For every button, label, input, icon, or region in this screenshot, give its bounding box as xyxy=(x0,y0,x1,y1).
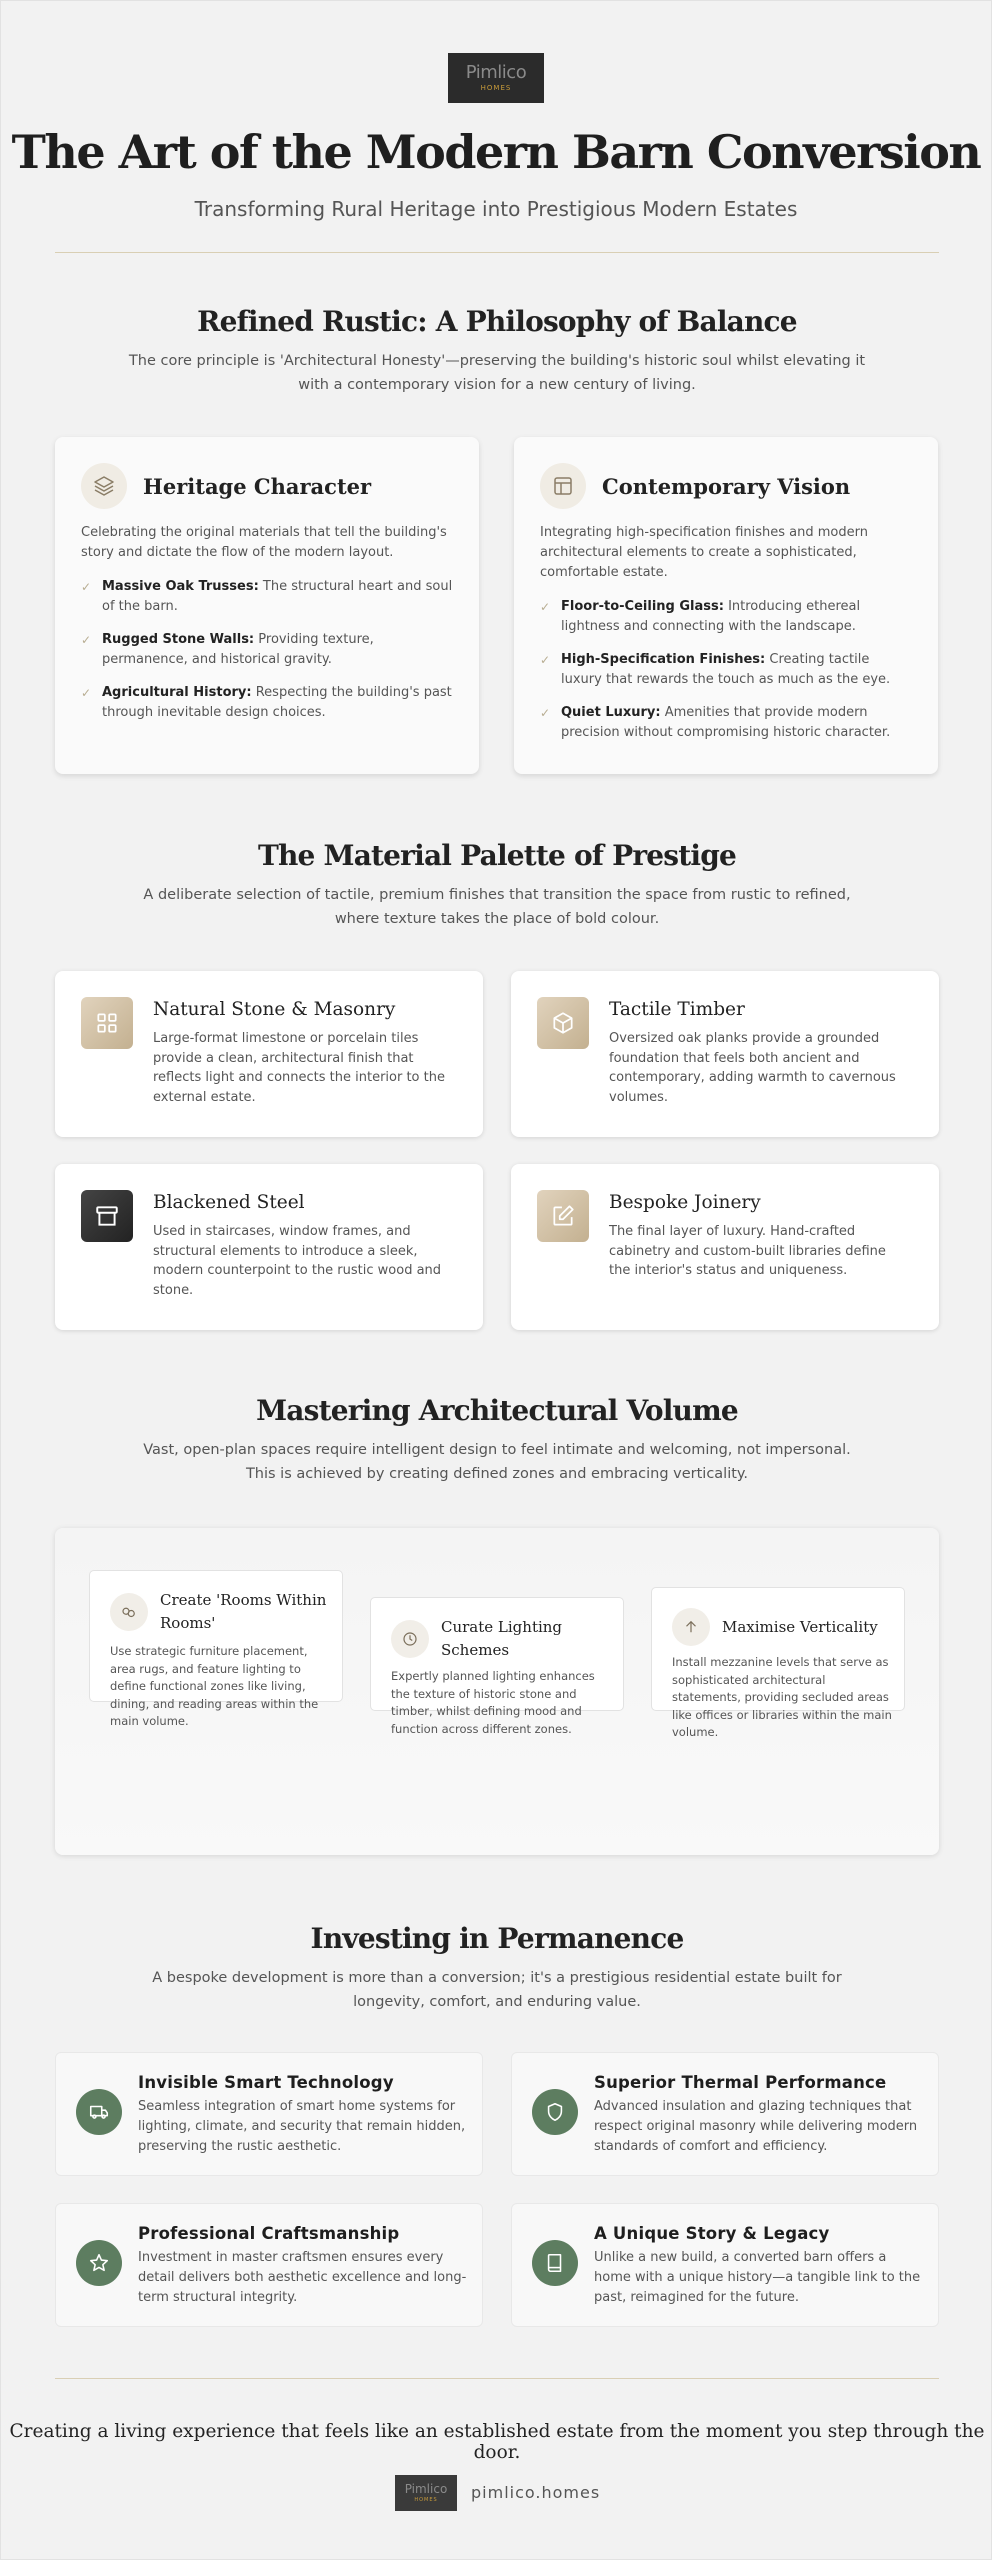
material-text: Large-format limestone or porcelain tiles provide a clean, architectural finish that reflects light and connects the interior to the external estate. xyxy=(153,1031,445,1105)
check-icon: ✓ xyxy=(540,653,551,667)
layers-icon xyxy=(81,463,127,509)
volume-card-text: Install mezzanine levels that serve as sophisticated architectural statements, providing secluded areas like offices or libraries within the main volume. xyxy=(672,1655,892,1739)
investment-intro: A bespoke development is more than a conversion; it's a prestigious residential estate built for longevity, comfort, and enduring value. xyxy=(152,1970,842,2010)
investment-title: Professional Craftsmanship xyxy=(138,2224,400,2243)
feature-list xyxy=(540,597,912,743)
list-item: ✓ Agricultural History: Respecting the building's past through inevitable design choices. xyxy=(81,685,452,720)
page-subtitle: Transforming Rural Heritage into Prestigious Modern Estates xyxy=(194,197,798,221)
check-icon: ✓ xyxy=(540,706,551,720)
page-title: The Art of the Modern Barn Conversion xyxy=(11,125,981,179)
material-card-timber[interactable] xyxy=(511,971,939,1137)
material-text: The final layer of luxury. Hand-crafted cabinetry and custom-built libraries define the interior's status and uniqueness. xyxy=(609,1224,886,1278)
philosophy-intro: The core principle is 'Architectural Honesty'—preserving the building's historic soul whilst elevating it with a contemporary vision for a new century of living. xyxy=(128,353,866,393)
philosophy-title: Refined Rustic: A Philosophy of Balance xyxy=(197,305,797,338)
investment-text: Investment in master craftsmen ensures every detail delivers both aesthetic excellence and long-term structural integrity. xyxy=(138,2250,467,2305)
logo-text: Pimlico xyxy=(404,2482,448,2496)
material-title: Natural Stone & Masonry xyxy=(153,999,396,1020)
edit-icon xyxy=(537,1190,589,1242)
volume-card-text: Use strategic furniture placement, area rugs, and feature lighting to define functional zones like living, dining, and reading areas within the main volume. xyxy=(110,1644,319,1728)
logo-text: Pimlico xyxy=(465,62,527,83)
investment-text: Advanced insulation and glazing techniques that respect original masonry while delivering modern standards of comfort and efficiency. xyxy=(594,2099,918,2154)
cube-icon xyxy=(537,997,589,1049)
star-icon xyxy=(76,2240,122,2286)
clock-icon xyxy=(391,1620,429,1658)
sofa-icon xyxy=(110,1593,148,1631)
list-item: ✓ Floor-to-Ceiling Glass: Introducing ethereal lightness and connecting with the landscape. xyxy=(540,599,861,634)
materials-intro: A deliberate selection of tactile, premium finishes that transition the space from rustic to refined, where texture takes the place of bold colour. xyxy=(143,887,851,927)
material-text: Oversized oak planks provide a grounded foundation that feels both ancient and contemporary, adding warmth to cavernous volumes. xyxy=(609,1031,896,1105)
check-icon: ✓ xyxy=(81,686,92,700)
card-text: Celebrating the original materials that tell the building's story and dictate the flow of the modern layout. xyxy=(81,525,447,560)
volume-card-title: Create 'Rooms Within Rooms' xyxy=(160,1591,327,1632)
contemporary-vision-card xyxy=(514,437,938,774)
smart-home-icon xyxy=(76,2089,122,2135)
list-item: ✓ Quiet Luxury: Amenities that provide modern precision without compromising historic character. xyxy=(540,705,891,740)
volume-card-title: Curate Lighting Schemes xyxy=(441,1618,563,1659)
volume-card-lighting[interactable] xyxy=(370,1597,624,1736)
investment-card-legacy[interactable] xyxy=(511,2203,939,2327)
card-text: Integrating high-specification finishes and modern architectural elements to create a sophisticated, comfortable estate. xyxy=(540,525,868,580)
header-divider xyxy=(55,252,939,253)
material-title: Blackened Steel xyxy=(153,1192,305,1213)
feature-list xyxy=(81,577,453,723)
archive-icon xyxy=(81,1190,133,1242)
investment-title: Superior Thermal Performance xyxy=(594,2073,887,2092)
investment-text: Unlike a new build, a converted barn offers a home with a unique history—a tangible link to the past, reimagined for the future. xyxy=(594,2250,921,2305)
check-icon: ✓ xyxy=(81,633,92,647)
list-item: ✓ Rugged Stone Walls: Providing texture, permanence, and historical gravity. xyxy=(81,632,374,667)
card-title: Heritage Character xyxy=(143,473,372,499)
check-icon: ✓ xyxy=(540,600,551,614)
materials-title: The Material Palette of Prestige xyxy=(257,839,737,872)
website-link[interactable]: pimlico.homes xyxy=(471,2483,601,2502)
volume-intro: Vast, open-plan spaces require intelligent design to feel intimate and welcoming, not impersonal. This is achieved by creating defined zones and embracing verticality. xyxy=(143,1442,851,1482)
card-title: Contemporary Vision xyxy=(602,473,851,499)
investment-title: Investing in Permanence xyxy=(310,1922,684,1955)
material-card-steel[interactable] xyxy=(55,1164,483,1330)
book-icon xyxy=(532,2240,578,2286)
list-item: ✓ Massive Oak Trusses: The structural heart and soul of the barn. xyxy=(81,579,453,614)
investment-card-craftsmanship[interactable] xyxy=(55,2203,483,2327)
material-card-stone[interactable] xyxy=(55,971,483,1137)
shield-icon xyxy=(532,2089,578,2135)
investment-title: Invisible Smart Technology xyxy=(138,2073,394,2092)
layout-icon xyxy=(540,463,586,509)
material-title: Bespoke Joinery xyxy=(609,1192,761,1213)
check-icon: ✓ xyxy=(81,580,92,594)
header xyxy=(1,1,991,221)
footer-divider xyxy=(55,2378,939,2379)
volume-card-verticality[interactable] xyxy=(651,1587,905,1739)
volume-card-rooms[interactable] xyxy=(89,1570,343,1728)
logo-subtext: HOMES xyxy=(414,2497,438,2503)
investment-card-smart-tech[interactable] xyxy=(55,2052,483,2176)
footer-logo[interactable] xyxy=(395,2475,457,2511)
heritage-character-card xyxy=(55,437,479,774)
grid-icon xyxy=(81,997,133,1049)
brand-logo[interactable] xyxy=(448,53,544,103)
arrow-up-icon xyxy=(672,1608,710,1646)
investment-card-thermal[interactable] xyxy=(511,2052,939,2176)
volume-title: Mastering Architectural Volume xyxy=(256,1394,738,1427)
list-item: ✓ High-Specification Finishes: Creating tactile luxury that rewards the touch as much as the eye. xyxy=(540,652,891,687)
logo-subtext: HOMES xyxy=(480,84,512,92)
material-title: Tactile Timber xyxy=(609,999,745,1020)
volume-panel xyxy=(55,1528,939,1855)
material-card-joinery[interactable] xyxy=(511,1164,939,1330)
investment-title: A Unique Story & Legacy xyxy=(594,2224,830,2243)
closing-statement: Creating a living experience that feels like an established estate from the moment you step through the door. xyxy=(9,2421,985,2463)
volume-card-title: Maximise Verticality xyxy=(722,1618,878,1636)
material-text: Used in staircases, window frames, and structural elements to introduce a sleek, modern counterpoint to the rustic wood and stone. xyxy=(153,1224,442,1298)
investment-text: Seamless integration of smart home systems for lighting, climate, and security that remain hidden, preserving the rustic aesthetic. xyxy=(138,2099,466,2154)
volume-card-text: Expertly planned lighting enhances the texture of historic stone and timber, whilst defining mood and function across different zones. xyxy=(391,1669,595,1736)
